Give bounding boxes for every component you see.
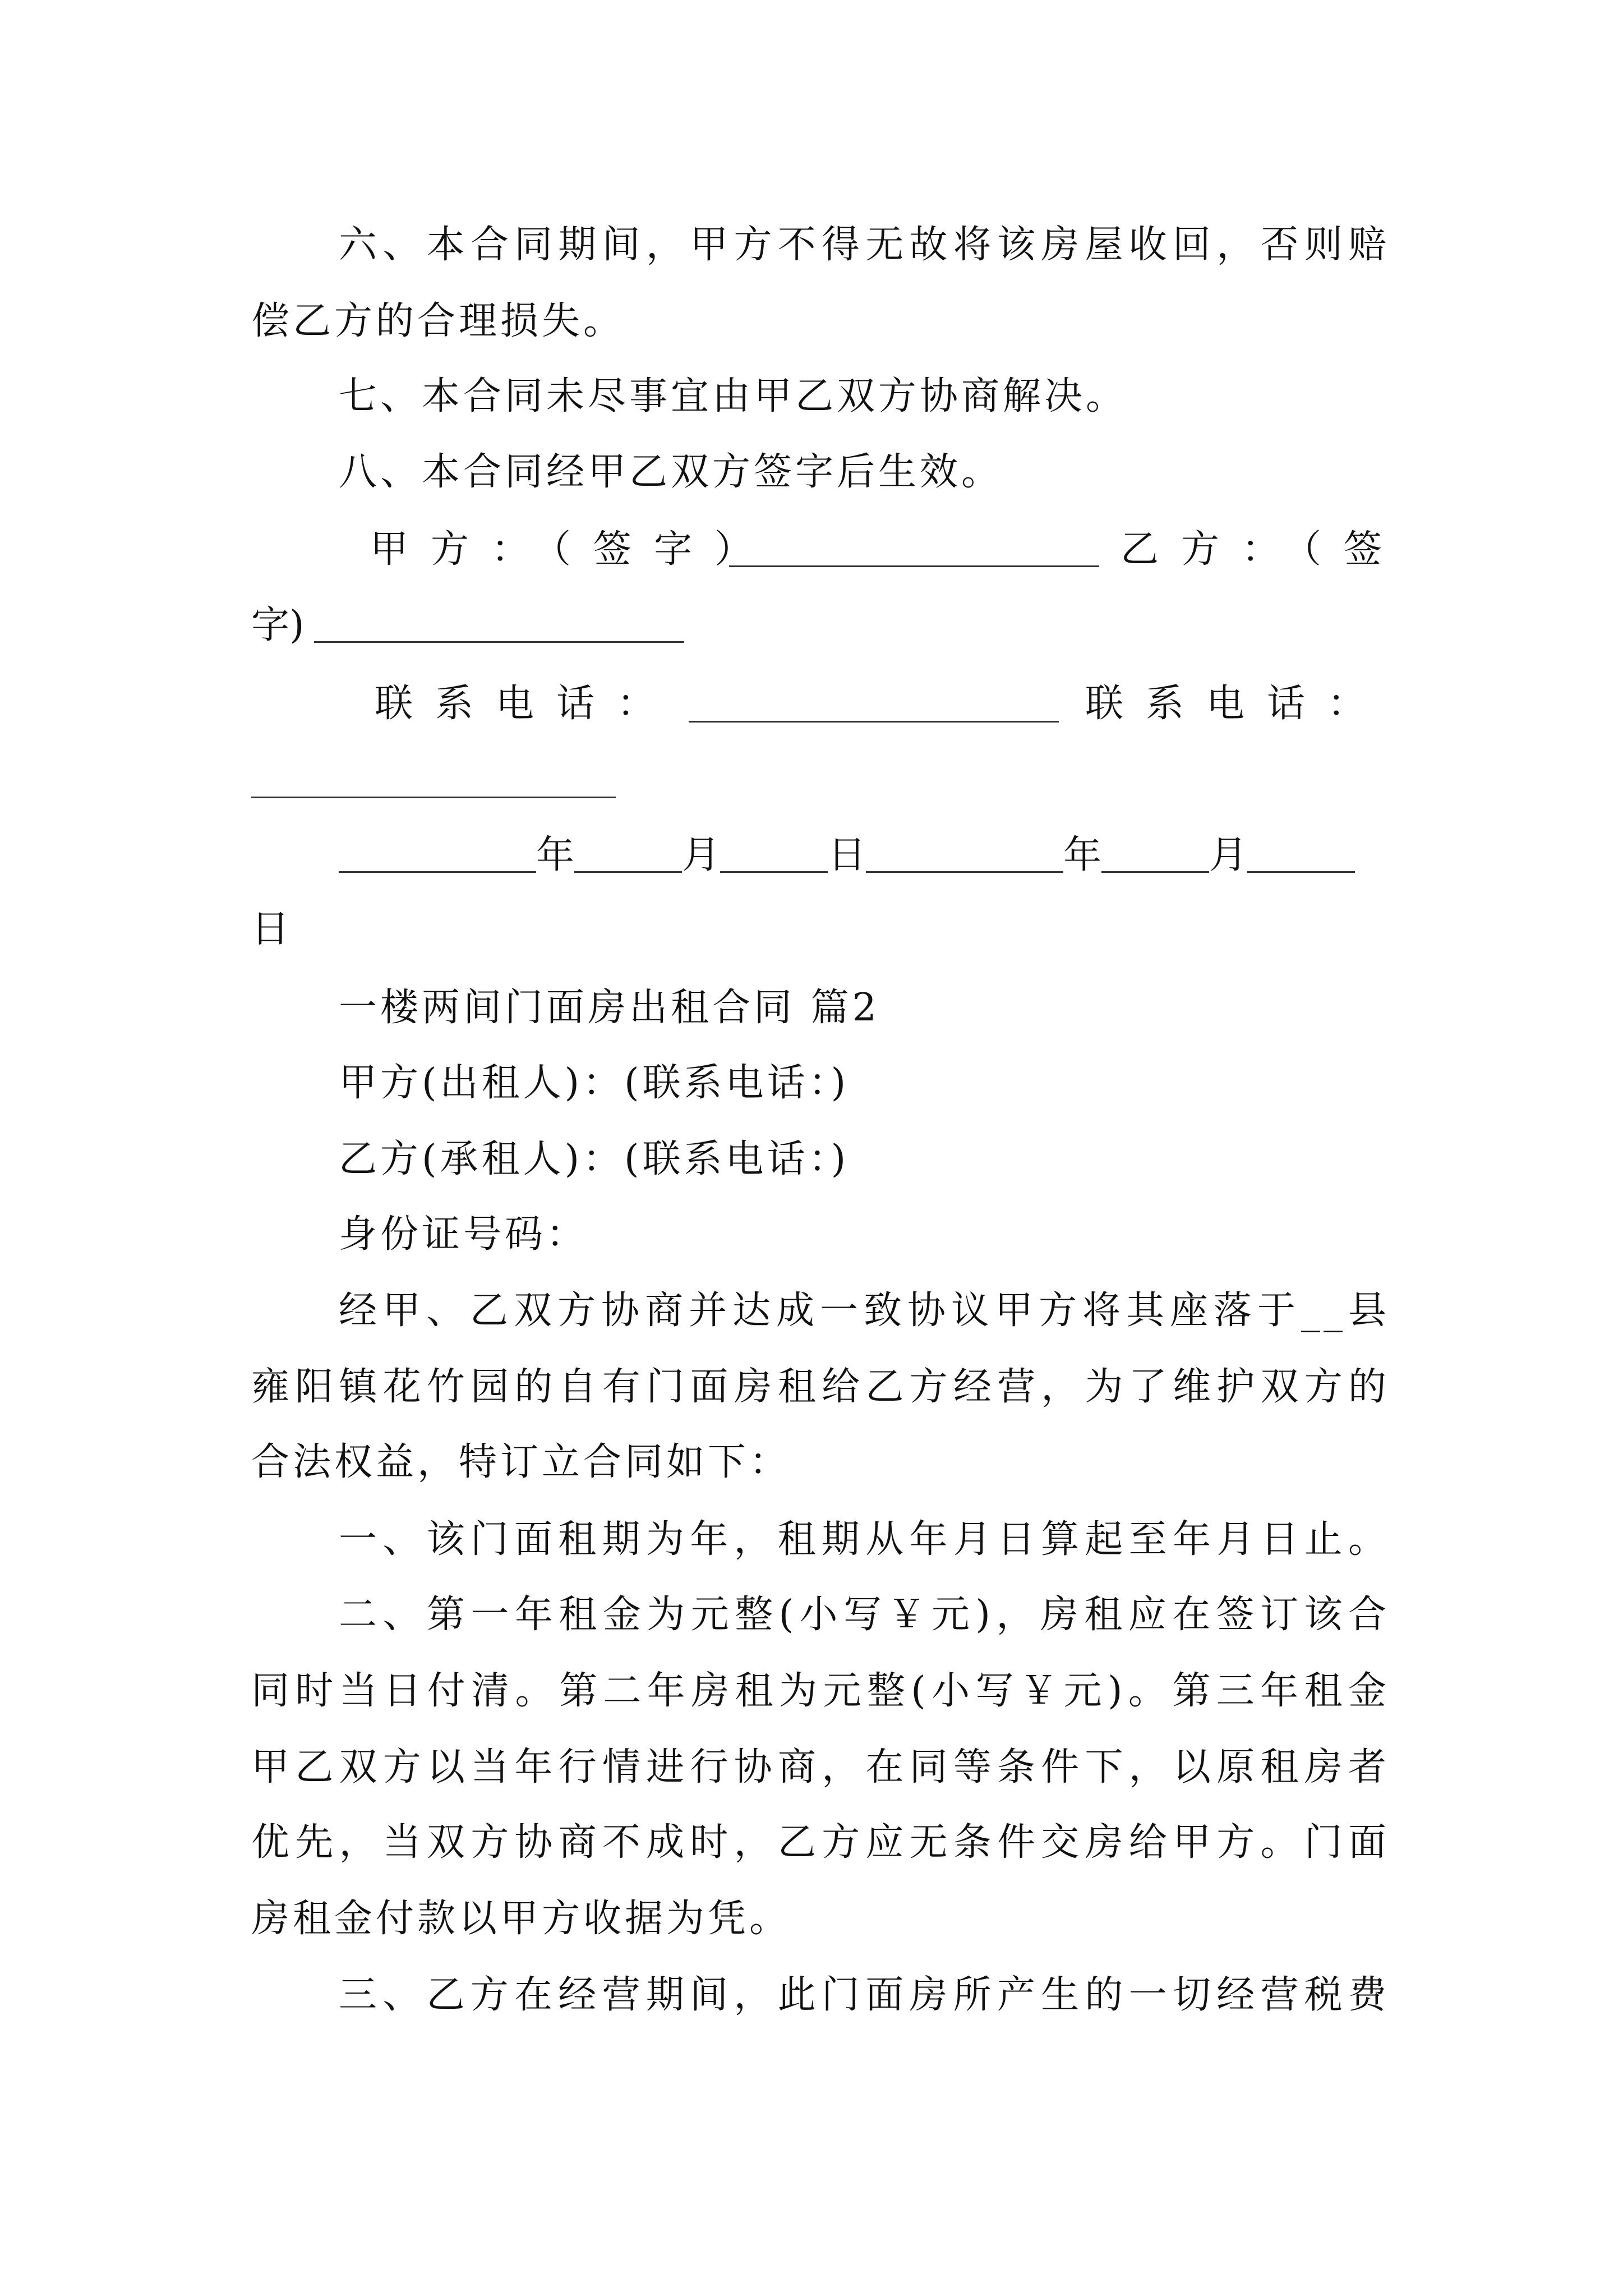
clause-6-line-1: 六、本合同期间，甲方不得无故将该房屋收回，否则赔 [339, 223, 1390, 267]
section-2-title: 一楼两间门面房出租合同 篇2 [339, 986, 880, 1030]
clause-6-line-2: 偿乙方的合理损失。 [251, 299, 625, 343]
date-a-day-label: 日 [828, 833, 866, 877]
date-a-day-blank [720, 835, 828, 873]
intro-line-2: 雍阳镇花竹园的自有门面房租给乙方经营，为了维护双方的 [251, 1365, 1390, 1409]
party-b-signature-cont [251, 600, 305, 651]
date-b-month-label: 月 [1209, 833, 1248, 877]
intro-line-3: 合法权益，特订立合同如下： [251, 1440, 791, 1484]
party-b-signature-blank [314, 641, 684, 643]
date-a-year-label: 年 [536, 833, 575, 877]
date-b-day-blank [1247, 835, 1355, 873]
date-row [339, 830, 1355, 881]
party-a-signature-label: 甲方：（签字） [370, 527, 776, 572]
clause-2-line-1: 二、第一年租金为元整(小写￥元)，房租应在签订该合 [339, 1593, 1390, 1637]
date-a-year-blank [339, 835, 536, 873]
clause-2-line-3: 甲乙双方以当年行情进行协商，在同等条件下，以原租房者 [251, 1745, 1390, 1789]
party-b-signature-row [1121, 524, 1404, 575]
party-a-phone-blank [689, 721, 1059, 723]
date-a-month-label: 月 [682, 833, 721, 877]
clause-2-line-4: 优先，当双方协商不成时，乙方应无条件交房给甲方。门面 [251, 1820, 1390, 1865]
date-a-month-blank [574, 835, 682, 873]
party-b-signature-label: 乙方：（签 [1121, 527, 1405, 572]
party-b-info: 乙方(承租人)：(联系电话：) [339, 1137, 850, 1181]
party-a-signature-row [370, 524, 775, 575]
id-number-label: 身份证号码： [339, 1212, 588, 1257]
party-a-phone-row [375, 679, 677, 729]
clause-2-line-5: 房租金付款以甲方收据为凭。 [251, 1897, 791, 1941]
party-b-signature-label-cont: 字) [251, 603, 305, 647]
party-a-phone-label: 联系电话： [375, 682, 678, 726]
date-b-year-label: 年 [1063, 833, 1102, 877]
clause-8: 八、本合同经甲乙双方签字后生效。 [339, 450, 1003, 494]
clause-2-line-2: 同时当日付清。第二年房租为元整(小写￥元)。第三年租金 [251, 1669, 1390, 1713]
clause-1: 一、该门面租期为年，租期从年月日算起至年月日止。 [339, 1517, 1390, 1562]
party-a-info: 甲方(出租人)：(联系电话：) [339, 1061, 850, 1105]
clause-7: 七、本合同未尽事宜由甲乙双方协商解决。 [339, 374, 1128, 418]
party-a-signature-blank [729, 565, 1099, 567]
date-b-day-label: 日 [251, 907, 293, 951]
party-b-phone-blank [251, 797, 616, 798]
date-b-month-blank [1101, 835, 1209, 873]
date-b-year-blank [866, 835, 1063, 873]
party-b-phone-label: 联系电话： [1085, 682, 1389, 726]
intro-line-1: 经甲、乙双方协商并达成一致协议甲方将其座落于__县 [339, 1289, 1390, 1333]
clause-3-line-1: 三、乙方在经营期间，此门面房所产生的一切经营税费 [339, 1973, 1390, 2017]
party-b-phone-row [1085, 679, 1388, 729]
